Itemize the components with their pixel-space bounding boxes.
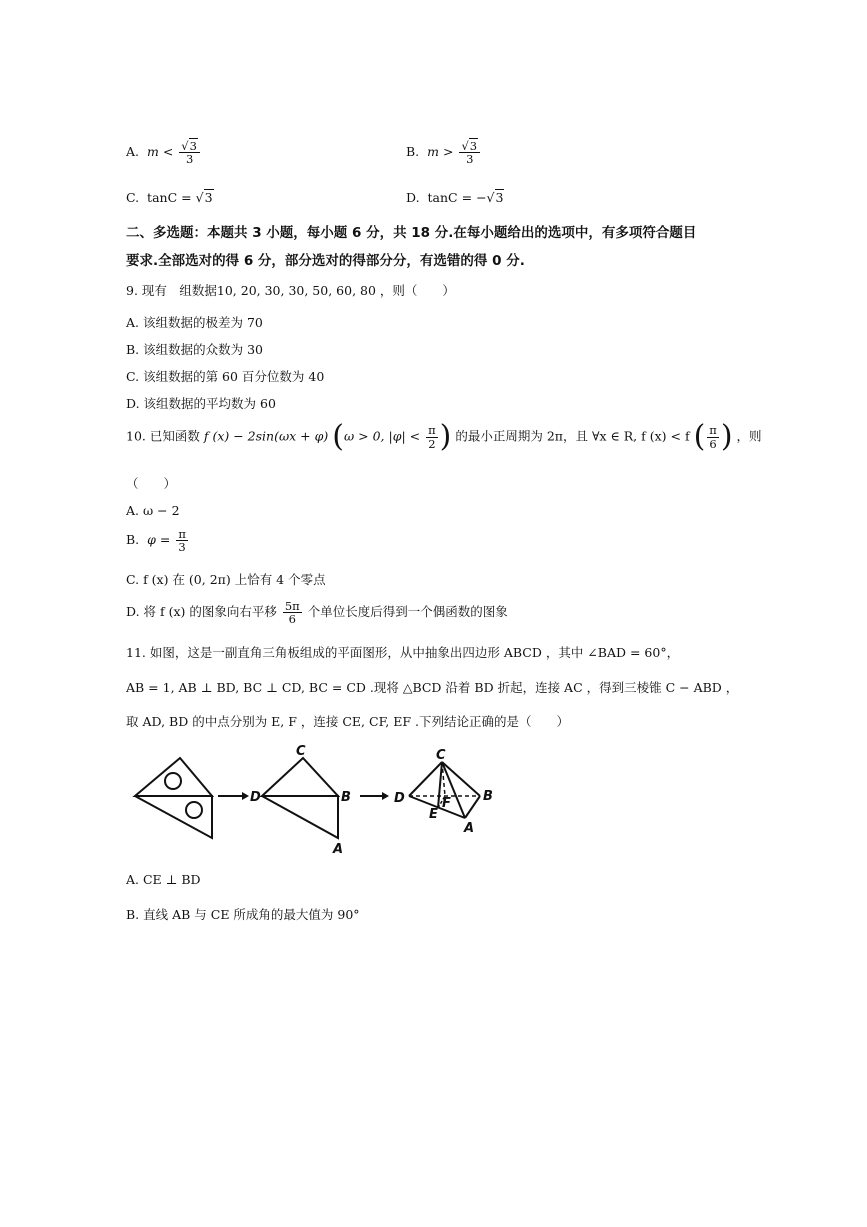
q8-option-c: C. tanC = √3 xyxy=(126,190,213,205)
label-a1: A xyxy=(333,842,344,857)
q11-line1: 11. 如图，这是一副直角三角板组成的平面图形，从中抽象出四边形 ABCD ，其中 ∠BAD = 60°， xyxy=(126,645,680,660)
q10-option-a: A. ω − 2 xyxy=(126,503,180,518)
label-e2: E xyxy=(429,807,438,822)
q11-figure xyxy=(120,740,510,860)
q10-option-c: C. f (x) 在 (0, 2π) 上恰有 4 个零点 xyxy=(126,572,326,587)
q8-option-a: A. m < $\frac{√3}{3}$ xyxy=(126,140,202,165)
label-d2: D xyxy=(394,791,405,806)
q9-option-c: C. 该组数据的第 60 百分位数为 40 xyxy=(126,369,325,384)
label-c2: C xyxy=(436,748,446,763)
q9-option-b: B. 该组数据的众数为 30 xyxy=(126,342,264,357)
q9-stem: 9. 现有 组数据10, 20, 30, 30, 50, 60, 80 ，则（ ） xyxy=(126,283,455,298)
label-c1: C xyxy=(296,744,306,759)
label-b1: B xyxy=(341,790,351,805)
q9-option-a: A. 该组数据的极差为 70 xyxy=(126,315,263,330)
label-a2: A xyxy=(464,821,475,836)
section-heading-line2: 要求.全部选对的得 6 分，部分选对的得部分分，有选错的得 0 分. xyxy=(126,253,525,269)
label-b2: B xyxy=(483,789,493,804)
label-d1: D xyxy=(250,790,261,805)
q10-option-d: D. 将 f (x) 的图象向右平移 $\frac{5\pi}{6}$ 个单位长度后得到一个偶函数的图象 xyxy=(126,599,508,627)
q8-option-b: B. m > $\frac{√3}{3}$ xyxy=(406,140,482,165)
q11-option-b: B. 直线 AB 与 CE 所成角的最大值为 90° xyxy=(126,907,360,922)
q11-line2: AB = 1, AB ⊥ BD, BC ⊥ CD, BC = CD .现将 △BCD 沿着 BD 折起，连接 AC ，得到三棱锥 C − ABD ， xyxy=(126,680,739,695)
q10-option-b: B. φ = $\frac{\pi}{3}$ xyxy=(126,527,186,555)
q10-stem: 10. 已知函数 f (x) − 2sin(ωx + φ) (ω > 0, |φ| < $\frac{\pi}{2}$ ) 的最小正周期为 2π，且 ∀x ∈ R, f (x) < f ( $\frac{\pi}{6}$ ) ，则 xyxy=(126,419,762,454)
label-f2: F xyxy=(442,796,451,811)
q9-option-d: D. 该组数据的平均数为 60 xyxy=(126,396,276,411)
arrow-right-icon xyxy=(218,792,249,800)
section-heading-line1: 二、多选题：本题共 3 小题，每小题 6 分，共 18 分.在每小题给出的选项中，有多项符合题目 xyxy=(126,225,697,241)
set-squares-drawing xyxy=(135,758,212,838)
quadrilateral-abcd xyxy=(262,758,338,838)
q8-option-d: D. tanC = −√3 xyxy=(406,190,504,205)
q11-line3: 取 AD, BD 的中点分别为 E, F ，连接 CE, CF, EF .下列结论正确的是（ ） xyxy=(126,714,569,729)
arrow-right-icon xyxy=(360,792,389,800)
q10-paren: （ ） xyxy=(126,476,177,491)
q11-option-a: A. CE ⊥ BD xyxy=(126,872,201,887)
